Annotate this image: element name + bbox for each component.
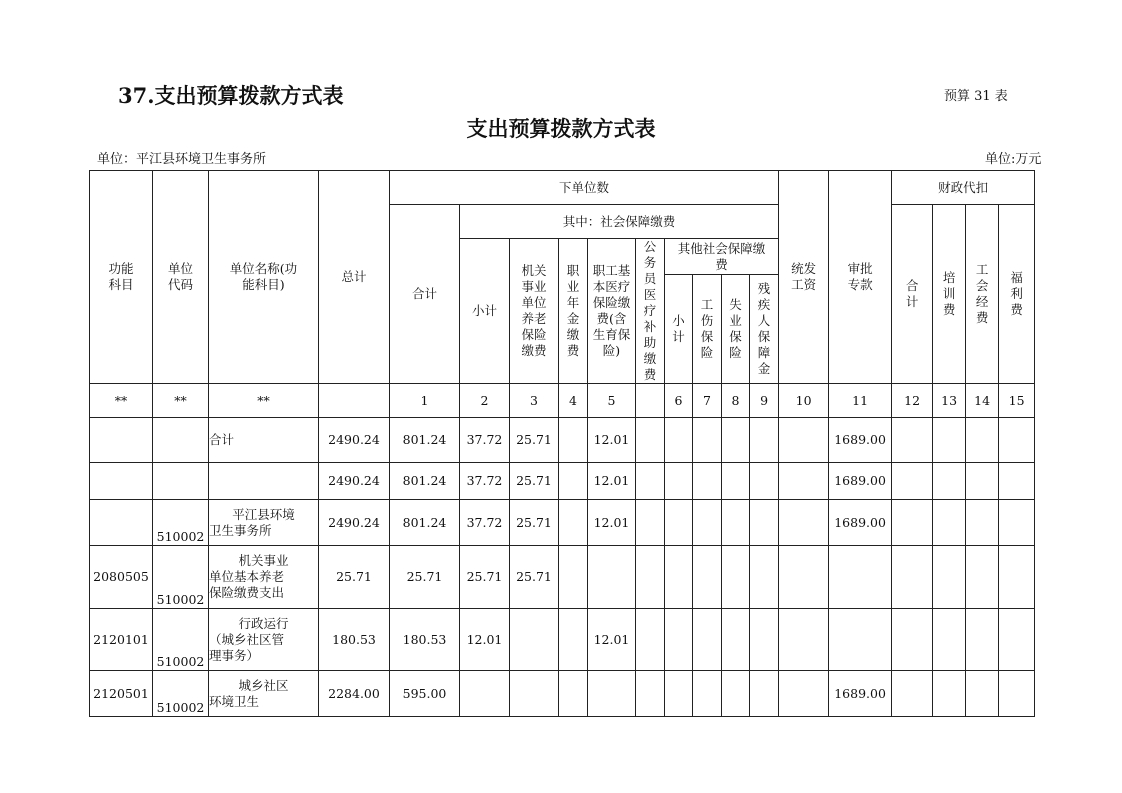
amount-cell xyxy=(892,418,933,463)
amount-cell xyxy=(665,418,693,463)
table-row xyxy=(90,609,1035,671)
func-code-cell xyxy=(90,500,153,546)
data-rows xyxy=(90,418,1035,717)
index-row xyxy=(90,384,1035,418)
amount-cell xyxy=(750,546,779,609)
header-special-fund: 审批专款 xyxy=(829,171,892,384)
amount-cell xyxy=(722,546,750,609)
header-disability: 残疾人保障金 xyxy=(750,275,779,384)
amount-cell xyxy=(892,609,933,671)
header-social-security: 其中：社会保障缴费 xyxy=(460,205,779,239)
index-cell: ** xyxy=(153,384,209,418)
amount-cell xyxy=(460,671,510,717)
amount-cell xyxy=(966,609,999,671)
amount-cell xyxy=(892,671,933,717)
header-unit-code: 单位代码 xyxy=(153,171,209,384)
amount-cell xyxy=(750,463,779,500)
unit-name-line: （城乡社区管 xyxy=(209,631,285,647)
amount-cell xyxy=(722,463,750,500)
unit-name-line: 城乡社区 xyxy=(238,677,289,693)
amount-cell xyxy=(999,463,1035,500)
amount-cell xyxy=(510,609,559,671)
amount-cell xyxy=(559,546,588,609)
func-code-cell xyxy=(90,418,153,463)
table-row xyxy=(90,546,1035,609)
amount-cell xyxy=(636,546,665,609)
unit-name-cell xyxy=(209,418,319,463)
amount-cell xyxy=(722,418,750,463)
unit-code-cell: 510002 xyxy=(153,546,209,609)
header-injury: 工伤保险 xyxy=(693,275,722,384)
amount-cell xyxy=(933,609,966,671)
amount-cell: 25.71 xyxy=(460,546,510,609)
header-subtotal: 合计 xyxy=(390,205,460,384)
index-cell: ** xyxy=(90,384,153,418)
amount-cell: 37.72 xyxy=(460,463,510,500)
amount-cell xyxy=(510,671,559,717)
amount-cell xyxy=(750,671,779,717)
amount-cell: 37.72 xyxy=(460,418,510,463)
header-unit-name: 单位名称(功能科目) xyxy=(209,171,319,384)
amount-cell xyxy=(966,546,999,609)
table-row xyxy=(90,418,1035,463)
amount-cell xyxy=(636,463,665,500)
unit-name-line: 机关事业 xyxy=(238,553,289,568)
amount-cell: 595.00 xyxy=(390,671,460,717)
unit-name-line: 保险缴费支出 xyxy=(209,585,285,600)
amount-cell xyxy=(559,671,588,717)
header-lower-units: 下单位数 xyxy=(390,171,779,205)
amount-cell xyxy=(966,500,999,546)
amount-cell xyxy=(966,418,999,463)
amount-cell xyxy=(933,500,966,546)
index-cell: 13 xyxy=(933,384,966,418)
unit-name-cell xyxy=(209,671,319,717)
unit-name-line: 环境卫生 xyxy=(209,693,260,709)
header-total: 总计 xyxy=(319,171,390,384)
amount-cell xyxy=(999,671,1035,717)
index-cell: 8 xyxy=(722,384,750,418)
unit-code-cell: 510002 xyxy=(153,671,209,717)
amount-cell xyxy=(665,500,693,546)
unit-name-cell xyxy=(209,609,319,671)
amount-cell: 25.71 xyxy=(510,500,559,546)
amount-cell: 12.01 xyxy=(588,418,636,463)
amount-cell xyxy=(559,463,588,500)
header-training: 培训费 xyxy=(933,205,966,384)
unit-code-cell: 510002 xyxy=(153,500,209,546)
header-civil-medical: 公务员医疗补助缴费 xyxy=(636,239,665,384)
func-code-cell: 2120101 xyxy=(90,609,153,671)
amount-cell: 801.24 xyxy=(390,463,460,500)
amount-cell xyxy=(829,609,892,671)
unit-name-cell xyxy=(209,463,319,500)
amount-cell xyxy=(966,463,999,500)
amount-cell xyxy=(559,609,588,671)
amount-cell xyxy=(722,609,750,671)
index-cell: 15 xyxy=(999,384,1035,418)
index-cell: 11 xyxy=(829,384,892,418)
amount-cell: 25.71 xyxy=(510,546,559,609)
amount-cell: 25.71 xyxy=(510,418,559,463)
unit-name-line: 卫生事务所 xyxy=(209,522,272,538)
amount-cell xyxy=(693,671,722,717)
header-unified-salary: 统发工资 xyxy=(779,171,829,384)
index-cell: 14 xyxy=(966,384,999,418)
amount-cell xyxy=(999,500,1035,546)
amount-cell: 2490.24 xyxy=(319,418,390,463)
unit-name-line: 合计 xyxy=(209,432,235,447)
amount-cell xyxy=(779,418,829,463)
header-pension: 机关事业单位养老保险缴费 xyxy=(510,239,559,384)
amount-cell xyxy=(779,463,829,500)
amount-cell xyxy=(693,609,722,671)
header-ss-subtotal: 小计 xyxy=(460,239,510,384)
amount-cell xyxy=(933,671,966,717)
unit-name-cell xyxy=(209,546,319,609)
amount-cell xyxy=(892,500,933,546)
amount-cell: 12.01 xyxy=(588,463,636,500)
amount-cell: 2490.24 xyxy=(319,500,390,546)
header-fd-subtotal: 合计 xyxy=(892,205,933,384)
amount-cell xyxy=(779,546,829,609)
index-cell: 7 xyxy=(693,384,722,418)
amount-cell: 2284.00 xyxy=(319,671,390,717)
header-annuity: 职业年金缴费 xyxy=(559,239,588,384)
unit-name-line: 单位基本养老 xyxy=(209,569,285,584)
table-row xyxy=(90,463,1035,500)
header-func-code: 功能科目 xyxy=(90,171,153,384)
amount-cell xyxy=(665,671,693,717)
index-cell xyxy=(636,384,665,418)
index-cell: 10 xyxy=(779,384,829,418)
amount-cell: 180.53 xyxy=(390,609,460,671)
amount-cell xyxy=(636,418,665,463)
index-cell: ** xyxy=(209,384,319,418)
amount-cell xyxy=(588,671,636,717)
table-row xyxy=(90,671,1035,717)
amount-cell: 25.71 xyxy=(319,546,390,609)
amount-cell xyxy=(892,463,933,500)
amount-cell xyxy=(636,500,665,546)
index-cell: 4 xyxy=(559,384,588,418)
amount-cell: 37.72 xyxy=(460,500,510,546)
amount-cell: 25.71 xyxy=(510,463,559,500)
amount-cell xyxy=(933,546,966,609)
amount-cell xyxy=(892,546,933,609)
amount-cell xyxy=(722,671,750,717)
header-unemployment: 失业保险 xyxy=(722,275,750,384)
amount-cell xyxy=(933,463,966,500)
index-cell: 12 xyxy=(892,384,933,418)
unit-name-cell xyxy=(209,500,319,546)
amount-cell xyxy=(665,463,693,500)
amount-cell xyxy=(966,671,999,717)
unit-name-line: 平江县环境 xyxy=(232,506,295,522)
form-number: 预算 31 表 xyxy=(944,89,1008,104)
index-cell xyxy=(319,384,390,418)
amount-cell xyxy=(636,609,665,671)
amount-cell: 1689.00 xyxy=(829,671,892,717)
amount-cell: 1689.00 xyxy=(829,463,892,500)
amount-cell xyxy=(779,671,829,717)
header-other-ss: 其他社会保障缴费 xyxy=(665,239,779,275)
index-cell: 2 xyxy=(460,384,510,418)
func-code-cell: 2120501 xyxy=(90,671,153,717)
amount-cell xyxy=(693,463,722,500)
amount-cell: 2490.24 xyxy=(319,463,390,500)
amount-cell xyxy=(779,500,829,546)
func-code-cell: 2080505 xyxy=(90,546,153,609)
amount-cell xyxy=(636,671,665,717)
amount-cell: 12.01 xyxy=(460,609,510,671)
index-cell: 3 xyxy=(510,384,559,418)
amount-cell xyxy=(693,418,722,463)
amount-cell: 25.71 xyxy=(390,546,460,609)
amount-cell xyxy=(693,546,722,609)
amount-cell: 1689.00 xyxy=(829,500,892,546)
amount-cell: 180.53 xyxy=(319,609,390,671)
amount-cell: 12.01 xyxy=(588,500,636,546)
currency-unit-label: 单位:万元 xyxy=(985,152,1042,167)
amount-cell xyxy=(665,546,693,609)
index-cell: 9 xyxy=(750,384,779,418)
amount-cell: 12.01 xyxy=(588,609,636,671)
header-union: 工会经费 xyxy=(966,205,999,384)
budget-table xyxy=(89,170,1035,717)
header-medical: 职工基本医疗保险缴费(含生育保险) xyxy=(588,239,636,384)
amount-cell: 1689.00 xyxy=(829,418,892,463)
header-other-subtotal: 小计 xyxy=(665,275,693,384)
unit-label: 单位：平江县环境卫生事务所 xyxy=(97,152,267,167)
unit-code-cell xyxy=(153,418,209,463)
amount-cell: 801.24 xyxy=(390,418,460,463)
amount-cell xyxy=(999,418,1035,463)
amount-cell xyxy=(693,500,722,546)
amount-cell xyxy=(750,500,779,546)
amount-cell xyxy=(588,546,636,609)
index-cell: 6 xyxy=(665,384,693,418)
header-welfare: 福利费 xyxy=(999,205,1035,384)
amount-cell xyxy=(829,546,892,609)
unit-code-cell: 510002 xyxy=(153,609,209,671)
amount-cell xyxy=(999,546,1035,609)
header-fiscal-deduct: 财政代扣 xyxy=(892,171,1035,205)
amount-cell xyxy=(559,500,588,546)
table-row xyxy=(90,500,1035,546)
amount-cell xyxy=(665,609,693,671)
unit-name-line: 行政运行 xyxy=(238,615,289,631)
unit-code-cell xyxy=(153,463,209,500)
amount-cell xyxy=(999,609,1035,671)
unit-name-line: 理事务） xyxy=(209,647,260,663)
amount-cell xyxy=(722,500,750,546)
amount-cell xyxy=(750,418,779,463)
amount-cell: 801.24 xyxy=(390,500,460,546)
amount-cell xyxy=(933,418,966,463)
index-cell: 5 xyxy=(588,384,636,418)
index-cell: 1 xyxy=(390,384,460,418)
func-code-cell xyxy=(90,463,153,500)
document-heading: 37.支出预算拨款方式表 xyxy=(118,83,344,108)
amount-cell xyxy=(779,609,829,671)
amount-cell xyxy=(559,418,588,463)
table-title: 支出预算拨款方式表 xyxy=(466,116,656,141)
amount-cell xyxy=(750,609,779,671)
